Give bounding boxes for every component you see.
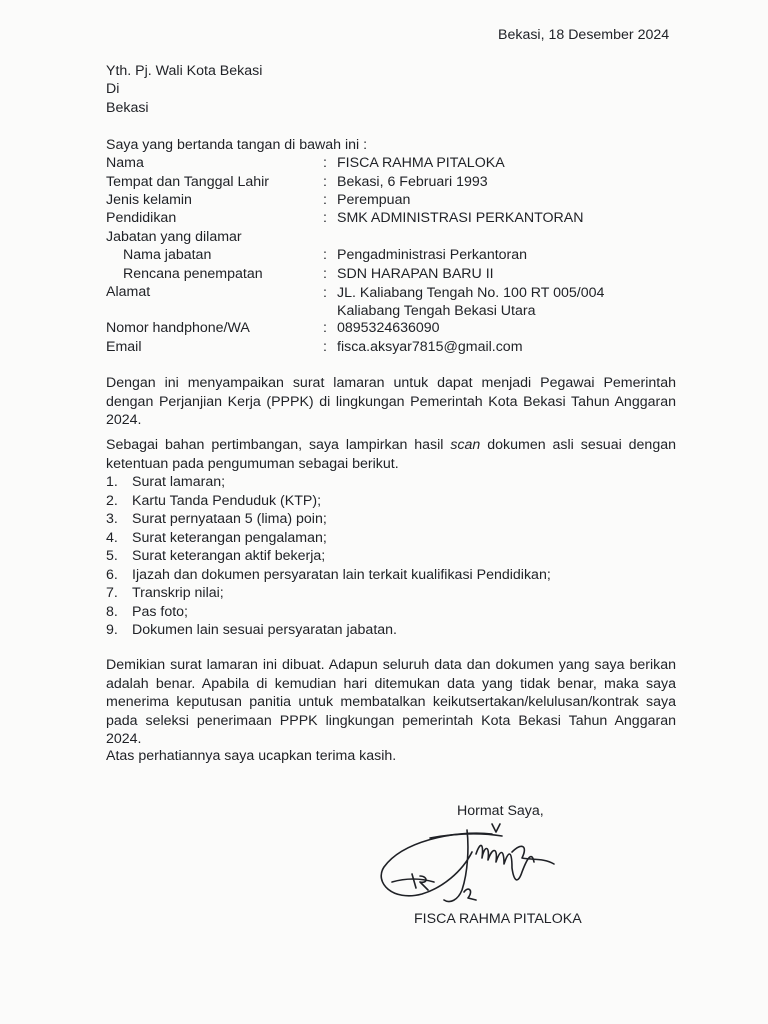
list-text: Surat pernyataan 5 (lima) poin; (132, 511, 327, 527)
paragraph-2 (106, 436, 676, 473)
label-ttl: Tempat dan Tanggal Lahir (106, 174, 270, 190)
list-item (106, 510, 551, 529)
colon: : (323, 320, 327, 336)
paragraph-2-emphasis: scan (450, 437, 481, 453)
list-item (106, 473, 551, 492)
label-alamat: Alamat (106, 284, 151, 300)
colon: : (323, 266, 327, 282)
colon: : (323, 285, 327, 301)
colon: : (323, 247, 327, 263)
list-item (106, 492, 551, 511)
list-item (106, 584, 551, 603)
signature-icon (372, 812, 582, 912)
paragraph-3: Demikian surat lamaran ini dibuat. Adapun seluruh data dan dokumen yang saya berikan adalah benar. Apabila di kemudian hari ditemukan data yang tidak benar, maka saya menerima keputusan panitia untuk membatalkan keikutsertakan/kelulusan/kontrak saya pada seleksi penerimaan PPPK lingkungan pemerintah Kota Bekasi Tahun Anggaran 2024. (106, 657, 676, 747)
colon: : (323, 210, 327, 226)
value-alamat-2: Kaliabang Tengah Bekasi Utara (337, 303, 536, 319)
thanks-line: Atas perhatiannya saya ucapkan terima kasih. (106, 748, 397, 764)
value-nama-jabatan: Pengadministrasi Perkantoran (337, 247, 528, 263)
list-item (106, 529, 551, 548)
value-ttl: Bekasi, 6 Februari 1993 (337, 174, 488, 190)
value-alamat-1: JL. Kaliabang Tengah No. 100 RT 005/004 (337, 285, 605, 301)
recipient-line-1: Yth. Pj. Wali Kota Bekasi (106, 63, 263, 79)
label-hp: Nomor handphone/WA (106, 320, 250, 336)
list-item (106, 603, 551, 622)
list-number: 1. (106, 474, 118, 490)
label-jenis-kelamin: Jenis kelamin (106, 192, 192, 208)
label-nama-jabatan: Nama jabatan (123, 247, 212, 263)
place-date: Bekasi, 18 Desember 2024 (498, 27, 670, 43)
list-text: Surat lamaran; (132, 474, 226, 490)
list-text: Kartu Tanda Penduduk (KTP); (132, 492, 322, 509)
label-email: Email (106, 339, 142, 355)
list-text: Ijazah dan dokumen persyaratan lain terkait kualifikasi Pendidikan; (132, 566, 551, 583)
list-item (106, 621, 551, 640)
value-jenis-kelamin: Perempuan (337, 192, 411, 208)
value-email: fisca.aksyar7815@gmail.com (337, 339, 523, 355)
value-penempatan: SDN HARAPAN BARU II (337, 266, 494, 282)
paragraph-2-part-a: Sebagai bahan pertimbangan, saya lampirkan hasil (106, 437, 451, 453)
list-number: 9. (106, 622, 118, 638)
list-number: 4. (106, 529, 118, 546)
list-text: Dokumen lain sesuai persyaratan jabatan. (132, 622, 397, 638)
paragraph-1: Dengan ini menyampaikan surat lamaran untuk dapat menjadi Pegawai Pemerintah dengan Perjanjian Kerja (PPPK) di lingkungan Pemerintah Kota Bekasi Tahun Anggaran 2024. (106, 375, 676, 428)
attachment-list (106, 473, 551, 640)
colon: : (323, 192, 327, 208)
label-pendidikan: Pendidikan (106, 210, 177, 226)
list-number: 6. (106, 566, 118, 583)
list-text: Pas foto; (132, 603, 188, 620)
list-number: 3. (106, 511, 118, 527)
list-number: 2. (106, 492, 118, 509)
recipient-line-3: Bekasi (106, 100, 149, 116)
label-nama: Nama (106, 155, 144, 171)
value-hp: 0895324636090 (337, 320, 440, 336)
recipient-line-2: Di (106, 81, 120, 97)
paragraph-2-part-b: dokumen asli sesuai dengan ketentuan pada pengumuman sebagai berikut. (106, 437, 676, 472)
value-pendidikan: SMK ADMINISTRASI PERKANTORAN (337, 210, 584, 226)
label-penempatan: Rencana penempatan (123, 266, 263, 282)
signer-name: FISCA RAHMA PITALOKA (414, 911, 582, 927)
list-number: 8. (106, 603, 118, 620)
signature (372, 812, 582, 912)
list-text: Surat keterangan pengalaman; (132, 529, 327, 546)
value-nama: FISCA RAHMA PITALOKA (337, 155, 505, 171)
closing-regards: Hormat Saya, (457, 803, 544, 819)
colon: : (323, 339, 327, 355)
list-text: Transkrip nilai; (132, 585, 224, 601)
list-text: Surat keterangan aktif bekerja; (132, 548, 326, 564)
colon: : (323, 174, 327, 190)
colon: : (323, 155, 327, 171)
list-item (106, 566, 551, 585)
label-jabatan: Jabatan yang dilamar (106, 229, 242, 245)
list-item (106, 547, 551, 566)
intro-text: Saya yang bertanda tangan di bawah ini : (106, 137, 368, 153)
list-number: 7. (106, 585, 118, 601)
list-number: 5. (106, 548, 118, 564)
